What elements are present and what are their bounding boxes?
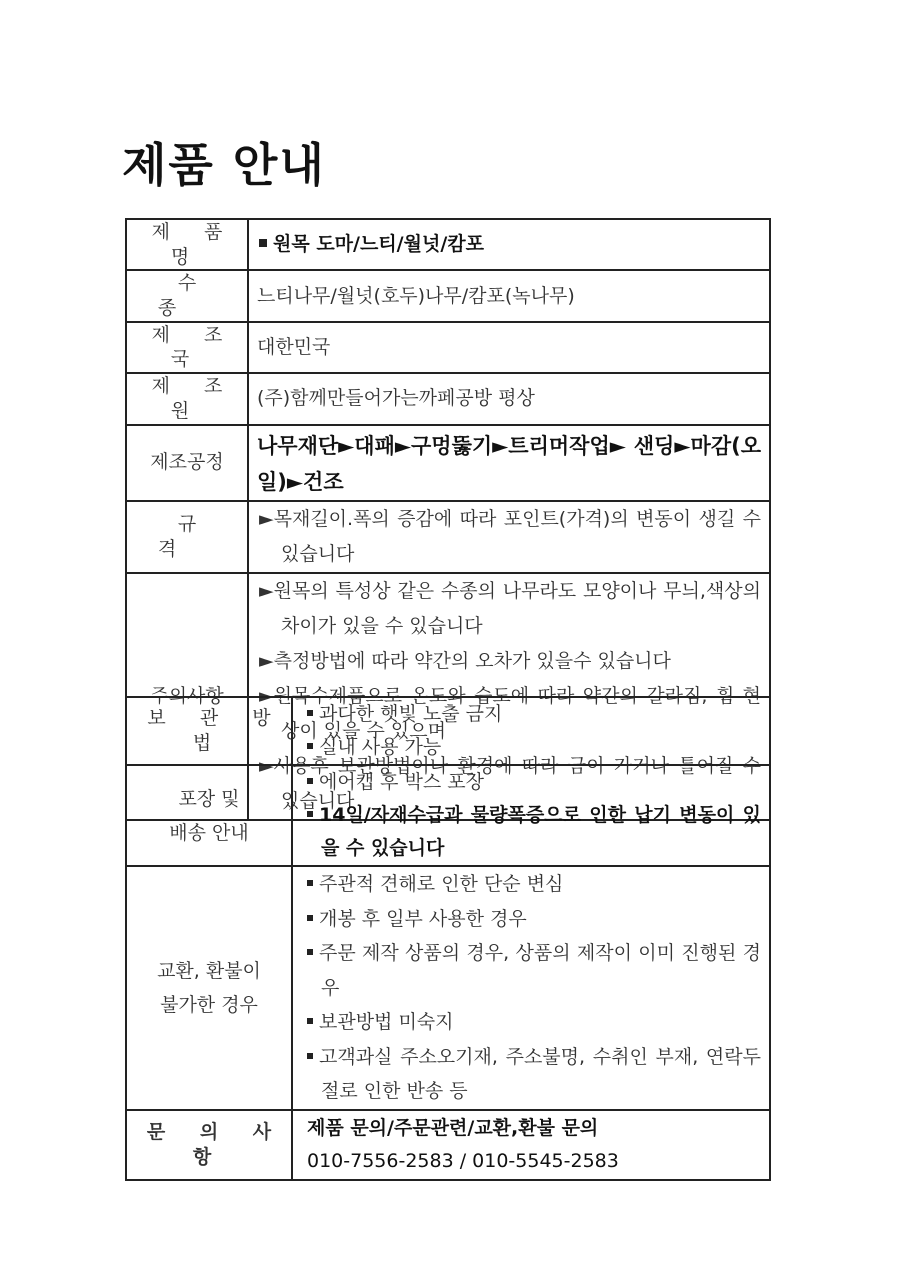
inquiry-label: 문 의 사 항 (126, 1110, 292, 1180)
row-maker (126, 373, 770, 424)
page-title: 제품 안내 (122, 138, 326, 192)
square-bullet-icon (307, 1053, 313, 1059)
no-return-item: 개봉 후 일부 사용한 경우 (305, 902, 761, 937)
storage-list (292, 697, 770, 765)
row-inquiry (126, 1110, 770, 1180)
no-return-label-line2: 불가한 경우 (160, 993, 258, 1016)
square-bullet-icon (307, 811, 313, 817)
process-label: 제조공정 (126, 425, 248, 501)
no-return-list (292, 866, 770, 1110)
maker-label: 제 조 원 (126, 373, 248, 424)
no-return-item: 주문 제작 상품의 경우, 상품의 제작이 이미 진행된 경우 (305, 936, 761, 1005)
caution-item: ►원목수제품으로 온도와 습도에 따라 약간의 갈라짐, 휨 현상이 있을 수 있으며 (259, 684, 761, 742)
row-shipping (126, 765, 770, 866)
square-bullet-icon (307, 1018, 313, 1024)
inquiry-contact (292, 1110, 770, 1180)
row-species (126, 270, 770, 321)
country-label: 제 조 국 (126, 322, 248, 373)
square-bullet-icon (307, 710, 313, 716)
square-bullet-icon (307, 880, 313, 886)
square-bullet-icon (307, 949, 313, 955)
storage-label: 보 관 방 법 (126, 697, 292, 765)
caution-item: ►측정방법에 따라 약간의 오차가 있을수 있습니다 (259, 649, 671, 672)
storage-item: 실내 사용 가능 (305, 731, 761, 764)
row-no-return (126, 866, 770, 1110)
no-return-item: 보관방법 미숙지 (305, 1005, 761, 1040)
shipping-list (292, 765, 770, 866)
spec-value (248, 501, 770, 573)
shipping-label-line1: 포장 및 (178, 787, 240, 810)
no-return-item: 주관적 견해로 인한 단순 변심 (305, 867, 761, 902)
caution-item: ►원목의 특성상 같은 수종의 나무라도 모양이나 무늬,색상의 차이가 있을 수 있습니다 (259, 579, 761, 637)
country-value: 대한민국 (248, 322, 770, 373)
caution-item: ►사용후 보관방법이나 환경에 따라 금이 가거나 틀어질 수 있습니다 (259, 754, 761, 812)
shipping-item-bold: 14일/자재수급과 물량폭증으로 인한 납기 변동이 있을 수 있습니다 (305, 799, 761, 865)
maker-value: (주)함께만들어가는까페공방 평상 (248, 373, 770, 424)
shipping-label (126, 765, 292, 866)
process-value: 나무재단►대패►구멍뚫기►트리머작업► 샌딩►마감(오일)►건조 (248, 425, 770, 501)
spec-text: ►목재길이.폭의 증감에 따라 포인트(가격)의 변동이 생길 수 있습니다 (259, 507, 761, 565)
inquiry-topics: 제품 문의/주문관련/교환,환불 문의 (307, 1116, 599, 1139)
no-return-item: 고객과실 주소오기재, 주소불명, 수취인 부재, 연락두절로 인한 반송 등 (305, 1040, 761, 1109)
no-return-label-line1: 교환, 환불이 (157, 959, 261, 982)
product-name-text: 원목 도마/느티/월넛/캄포 (273, 233, 484, 256)
row-country (126, 322, 770, 373)
inquiry-phone-numbers: 010-7556-2583 / 010-5545-2583 (307, 1149, 619, 1172)
species-value: 느티나무/월넛(호두)나무/캄포(녹나무) (248, 270, 770, 321)
caution-label: 주의사항 (126, 573, 248, 820)
row-storage (126, 697, 770, 765)
storage-item: 과다한 햇빛 노출 금지 (305, 698, 761, 731)
square-bullet-icon (307, 743, 313, 749)
square-bullet-icon (259, 239, 267, 247)
service-info-table (125, 696, 771, 1181)
species-label: 수 종 (126, 270, 248, 321)
shipping-item: 에어캡 후 박스 포장 (305, 766, 761, 799)
no-return-label (126, 866, 292, 1110)
product-name-value (248, 219, 770, 270)
square-bullet-icon (307, 778, 313, 784)
row-process (126, 425, 770, 501)
spec-label: 규 격 (126, 501, 248, 573)
shipping-label-line2: 배송 안내 (169, 821, 249, 844)
row-product-name (126, 219, 770, 270)
square-bullet-icon (307, 915, 313, 921)
row-spec (126, 501, 770, 573)
product-name-label: 제 품 명 (126, 219, 248, 270)
